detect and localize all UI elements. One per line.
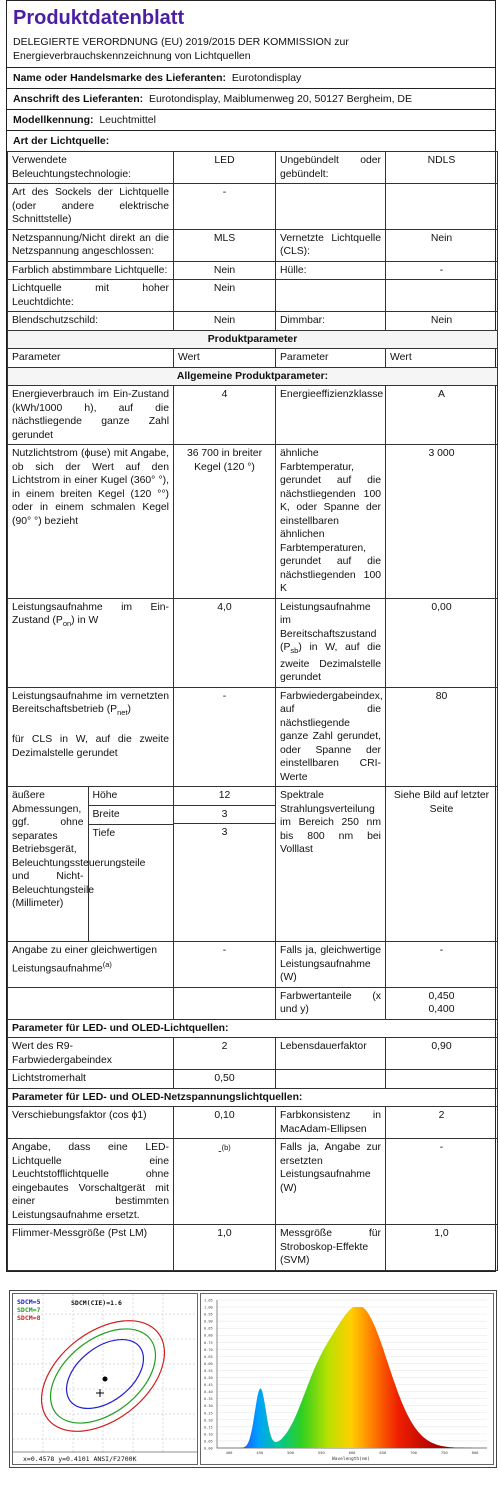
supplier-name-row <box>7 68 495 89</box>
x-tick-label: 600 <box>348 1450 356 1455</box>
footnote-marker-a: (a) <box>102 959 112 969</box>
pon-label-text: Leistungsaufnahme im Ein-Zustand (P <box>12 601 169 626</box>
supplier-address-value: Eurotondisplay, Maiblumenweg 20, 50127 Bergheim, DE <box>148 93 412 105</box>
model-value: Leuchtmittel <box>99 114 156 126</box>
spectrum-x-label: Wavelength(nm) <box>332 1457 370 1462</box>
envelope-label: Hülle: <box>276 261 386 280</box>
cct-value: 3 000 <box>386 445 498 599</box>
legend-sdcm-5: SDCM=5 <box>17 1298 41 1306</box>
x-tick-label: 400 <box>225 1450 233 1455</box>
target-point <box>103 1377 108 1382</box>
dimensions-values-cell <box>174 787 276 942</box>
displacement-label: Verschiebungsfaktor (cos ϕ1) <box>8 1107 174 1139</box>
product-params-heading: Produktparameter <box>8 330 498 349</box>
replacement-yes-label: Falls ja, Angabe zur ersetzten Leistungsaufnahme (W) <box>276 1139 386 1225</box>
empty-cell <box>8 987 174 1019</box>
y-tick-label: 0.05 <box>204 1439 213 1444</box>
spectrum-y-axis <box>204 1299 213 1451</box>
y-tick-label: 1.00 <box>204 1305 213 1310</box>
y-tick-label: 0.20 <box>204 1418 213 1423</box>
table-row <box>8 349 498 368</box>
table-row <box>8 229 498 261</box>
mains-value: MLS <box>174 229 276 261</box>
table-row <box>8 367 498 386</box>
dimmable-label: Dimmbar: <box>276 312 386 331</box>
pon-subscript: on <box>62 619 72 629</box>
svm-value: 1,0 <box>386 1225 498 1271</box>
chromaticity-values <box>386 987 498 1019</box>
bundled-value: NDLS <box>386 152 498 184</box>
dimmable-value: Nein <box>386 312 498 331</box>
table-row <box>8 1038 498 1070</box>
col-header-param: Parameter <box>276 349 386 368</box>
macadam-ellipse-svg <box>13 1294 197 1464</box>
pon-value: 4,0 <box>174 598 276 687</box>
y-tick-label: 0.30 <box>204 1404 213 1409</box>
survival-value: 0,90 <box>386 1038 498 1070</box>
tunable-value: Nein <box>174 261 276 280</box>
pnet-subscript: net <box>117 708 128 718</box>
datasheet-frame <box>6 0 496 1272</box>
consistency-value: 2 <box>386 1107 498 1139</box>
regulation-subtitle: DELEGIERTE VERORDNUNG (EU) 2019/2015 DER KOMMISSION zur Energieverbrauchskennzeichnung von Lichtquellen <box>7 31 495 68</box>
dimensions-values-subtable <box>174 787 275 940</box>
glare-label: Blendschutzschild: <box>8 312 174 331</box>
light-source-type-label: Art der Lichtquelle: <box>13 135 110 147</box>
datasheet <box>6 0 496 1272</box>
supplier-name-label: Name oder Handelsmarke des Lieferanten: <box>13 72 226 84</box>
pnet-label-text: Leistungsaufnahme im vernetzten Bereitschaftsbetrieb (P <box>12 690 169 716</box>
chromaticity-y: 0,400 <box>428 1004 455 1016</box>
page-title: Produktdatenblatt <box>13 7 185 29</box>
x-tick-label: 500 <box>287 1450 294 1455</box>
depth-value: 3 <box>221 827 228 839</box>
x-tick-label: 700 <box>410 1450 417 1455</box>
macadam-ellipse-chart <box>12 1293 198 1465</box>
pon-label-text: ) in W <box>71 615 99 626</box>
survival-label: Lebensdauerfaktor <box>276 1038 386 1070</box>
psb-label-text: Leistungsaufnahme im Bereitschaftszustand (P <box>280 601 377 653</box>
y-tick-label: 0.25 <box>204 1411 213 1416</box>
pnet-value: - <box>174 687 276 787</box>
table-row <box>8 312 498 331</box>
chromaticity-readout: x=0.4578 y=0.4101 ANSI/F2700K <box>23 1455 137 1463</box>
equivalent-yes-label: Falls ja, gleichwertige Leistungsaufnahme (W) <box>276 942 386 988</box>
displacement-value: 0,10 <box>174 1107 276 1139</box>
psb-subscript: sb <box>290 646 299 656</box>
pnet-label-note: für CLS in W, auf die zweite Dezimalstelle gerundet <box>12 734 169 759</box>
y-tick-label: 0.35 <box>204 1397 213 1402</box>
x-tick-label: 650 <box>379 1450 387 1455</box>
glare-value: Nein <box>174 312 276 331</box>
x-tick-label: 550 <box>317 1450 325 1455</box>
replacement-value <box>174 1139 276 1225</box>
r9-value: 2 <box>174 1038 276 1070</box>
energy-class-label: Energieeffizienzklasse <box>276 386 386 445</box>
energy-value: 4 <box>174 386 276 445</box>
consistency-label: Farbkonsistenz in MacAdam-Ellipsen <box>276 1107 386 1139</box>
psb-value: 0,00 <box>386 598 498 687</box>
y-tick-label: 0.75 <box>204 1340 213 1345</box>
height-value: 12 <box>174 787 275 805</box>
table-row <box>8 1225 498 1271</box>
width-label: Breite <box>88 806 174 825</box>
equivalent-label-text: Angabe zu einer gleichwertigen Leistungsaufnahme <box>12 945 157 975</box>
flux-label: Nutzlichtstrom (ϕuse) mit Angabe, ob sich der Wert auf den Lichtstrom in einer Kugel (360° °), in einem breiten Kegel (120 °°) oder in einem schmalen Kegel (90° °) bezieht <box>8 445 174 599</box>
high-luminance-label: Lichtquelle mit hoher Leuchtdichte: <box>8 280 174 312</box>
measurement-figures <box>9 1290 497 1468</box>
y-tick-label: 0.15 <box>204 1425 213 1430</box>
high-luminance-value: Nein <box>174 280 276 312</box>
footnote-marker-b: (b) <box>221 1143 231 1153</box>
table-row <box>8 445 498 599</box>
legend-sdcm-8: SDCM=8 <box>17 1314 41 1322</box>
envelope-value: - <box>386 261 498 280</box>
light-source-type-row <box>7 131 495 151</box>
supplier-address-row <box>7 89 495 110</box>
chromaticity-x: 0,450 <box>428 990 455 1002</box>
pnet-label <box>8 687 174 787</box>
table-row <box>8 1107 498 1139</box>
cls-value: Nein <box>386 229 498 261</box>
model-row <box>7 110 495 131</box>
spectrum-chart <box>200 1293 494 1465</box>
cct-label: ähnliche Farbtemperatur, gerundet auf die nächstliegenden 100 K, oder Spanne der einstellbaren ähnlichen Farbtemperaturen, gerundet auf die nächstliegenden 100 K <box>276 445 386 599</box>
x-tick-label: 750 <box>440 1450 448 1455</box>
y-tick-label: 0.10 <box>204 1432 213 1437</box>
replacement-yes-value: - <box>386 1139 498 1225</box>
flicker-value: 1,0 <box>174 1225 276 1271</box>
col-header-value: Wert <box>174 349 276 368</box>
maintenance-label: Lichtstromerhalt <box>8 1070 174 1089</box>
socket-value: - <box>174 184 276 230</box>
maintenance-value: 0,50 <box>174 1070 276 1089</box>
empty-cell <box>276 184 386 230</box>
y-tick-label: 0.40 <box>204 1390 213 1395</box>
table-row <box>8 1088 498 1107</box>
cri-label: Farbwiedergabeindex, auf die nächstliegende ganze Zahl gerundet, oder Spanne der einstellbaren CRI-Werte <box>276 687 386 787</box>
replacement-label: Angabe, dass eine LED-Lichtquelle eine Leuchtstofflichtquelle ohne eingebautes Vorschaltgerät mit einer bestimmten Leistungsaufnahme ersetzt. <box>8 1139 174 1225</box>
tech-label: Verwendete Beleuchtungstechnologie: <box>8 152 174 184</box>
y-tick-label: 0.00 <box>204 1446 213 1451</box>
empty-cell <box>386 1070 498 1089</box>
chromaticity-label: Farbwertanteile (x und y) <box>276 987 386 1019</box>
pon-label <box>8 598 174 687</box>
led-params-heading: Parameter für LED- und OLED-Lichtquellen: <box>8 1019 498 1038</box>
empty-cell <box>386 280 498 312</box>
y-tick-label: 0.65 <box>204 1354 213 1359</box>
spectrum-x-axis <box>226 1450 480 1455</box>
empty-cell <box>276 1070 386 1089</box>
x-tick-label: 450 <box>256 1450 264 1455</box>
socket-label: Art des Sockels der Lichtquelle (oder andere elektrische Schnittstelle) <box>8 184 174 230</box>
y-tick-label: 0.60 <box>204 1361 213 1366</box>
table-row <box>8 280 498 312</box>
sdcm-title: SDCM(CIE)=1.6 <box>71 1299 122 1307</box>
table-row <box>8 787 498 942</box>
r9-label: Wert des R9-Farbwiedergabeindex <box>8 1038 174 1070</box>
depth-label: Tiefe <box>88 825 174 942</box>
table-row <box>8 152 498 184</box>
dimensions-subtable <box>8 787 174 941</box>
y-tick-label: 0.95 <box>204 1312 213 1317</box>
general-params-heading: Allgemeine Produktparameter: <box>8 367 498 386</box>
spectrum-svg <box>201 1294 493 1464</box>
y-tick-label: 0.50 <box>204 1376 213 1381</box>
supplier-name-value: Eurotondisplay <box>231 72 302 84</box>
energy-class-value: A <box>386 386 498 445</box>
replacement-value-text: - <box>218 1146 222 1158</box>
supplier-address-label: Anschrift des Lieferanten: <box>13 93 144 105</box>
table-row <box>8 1070 498 1089</box>
table-row <box>8 598 498 687</box>
y-tick-label: 0.55 <box>204 1368 213 1373</box>
psb-label <box>276 598 386 687</box>
y-tick-label: 0.85 <box>204 1326 213 1331</box>
table-row <box>8 1019 498 1038</box>
table-row <box>8 1139 498 1225</box>
table-row <box>8 687 498 787</box>
y-tick-label: 0.45 <box>204 1383 213 1388</box>
x-tick-label: 800 <box>471 1450 479 1455</box>
table-row <box>8 261 498 280</box>
dimensions-label: äußere Abmessungen, ggf. ohne separates Betriebsgerät, Beleuchtungssteuerungsteile und Nicht-Beleuchtungsteile (Millimeter) <box>8 787 88 941</box>
col-header-param: Parameter <box>8 349 174 368</box>
pnet-label-text: ) <box>127 704 132 716</box>
table-row <box>8 987 498 1019</box>
bundled-label: Ungebündelt oder gebündelt: <box>276 152 386 184</box>
sdcm-5-ellipse <box>54 1326 157 1423</box>
col-header-value: Wert <box>386 349 498 368</box>
equivalent-yes-value: - <box>386 942 498 988</box>
y-tick-label: 0.90 <box>204 1319 213 1324</box>
empty-cell <box>174 987 276 1019</box>
y-tick-label: 1.05 <box>204 1298 213 1303</box>
cri-value: 80 <box>386 687 498 787</box>
y-tick-label: 0.70 <box>204 1347 213 1352</box>
flux-value: 36 700 in breiter Kegel (120 °) <box>174 445 276 599</box>
height-label: Höhe <box>88 787 174 805</box>
energy-label: Energieverbrauch im Ein-Zustand (kWh/1000 h), auf die nächstliegende ganze Zahl gerundet <box>8 386 174 445</box>
psb-label-text: ) in W, auf die zweite Dezimalstelle gerundet <box>280 642 381 684</box>
mains-label: Netzspannung/Nicht direkt an die Netzspannung angeschlossen: <box>8 229 174 261</box>
spd-label: Spektrale Strahlungsverteilung im Bereich 250 nm bis 800 nm bei Volllast <box>276 787 386 942</box>
empty-cell <box>276 280 386 312</box>
table-row <box>8 184 498 230</box>
y-tick-label: 0.80 <box>204 1333 213 1338</box>
model-label: Modellkennung: <box>13 114 94 126</box>
flicker-label: Flimmer-Messgröße (Pst LM) <box>8 1225 174 1271</box>
equivalent-value: - <box>174 942 276 988</box>
table-row <box>8 386 498 445</box>
equivalent-label <box>8 942 174 988</box>
spd-value: Siehe Bild auf letzter Seite <box>386 787 498 942</box>
width-value: 3 <box>174 805 275 824</box>
dimensions-cell <box>8 787 174 942</box>
table-row <box>8 942 498 988</box>
empty-cell <box>386 184 498 230</box>
tech-value: LED <box>174 152 276 184</box>
table-row <box>8 330 498 349</box>
cls-label: Vernetzte Lichtquelle (CLS): <box>276 229 386 261</box>
tunable-label: Farblich abstimmbare Lichtquelle: <box>8 261 174 280</box>
svm-label: Messgröße für Stroboskop-Effekte (SVM) <box>276 1225 386 1271</box>
light-source-table <box>7 151 498 1271</box>
legend-sdcm-7: SDCM=7 <box>17 1306 41 1314</box>
mains-params-heading: Parameter für LED- und OLED-Netzspannungslichtquellen: <box>8 1088 498 1107</box>
